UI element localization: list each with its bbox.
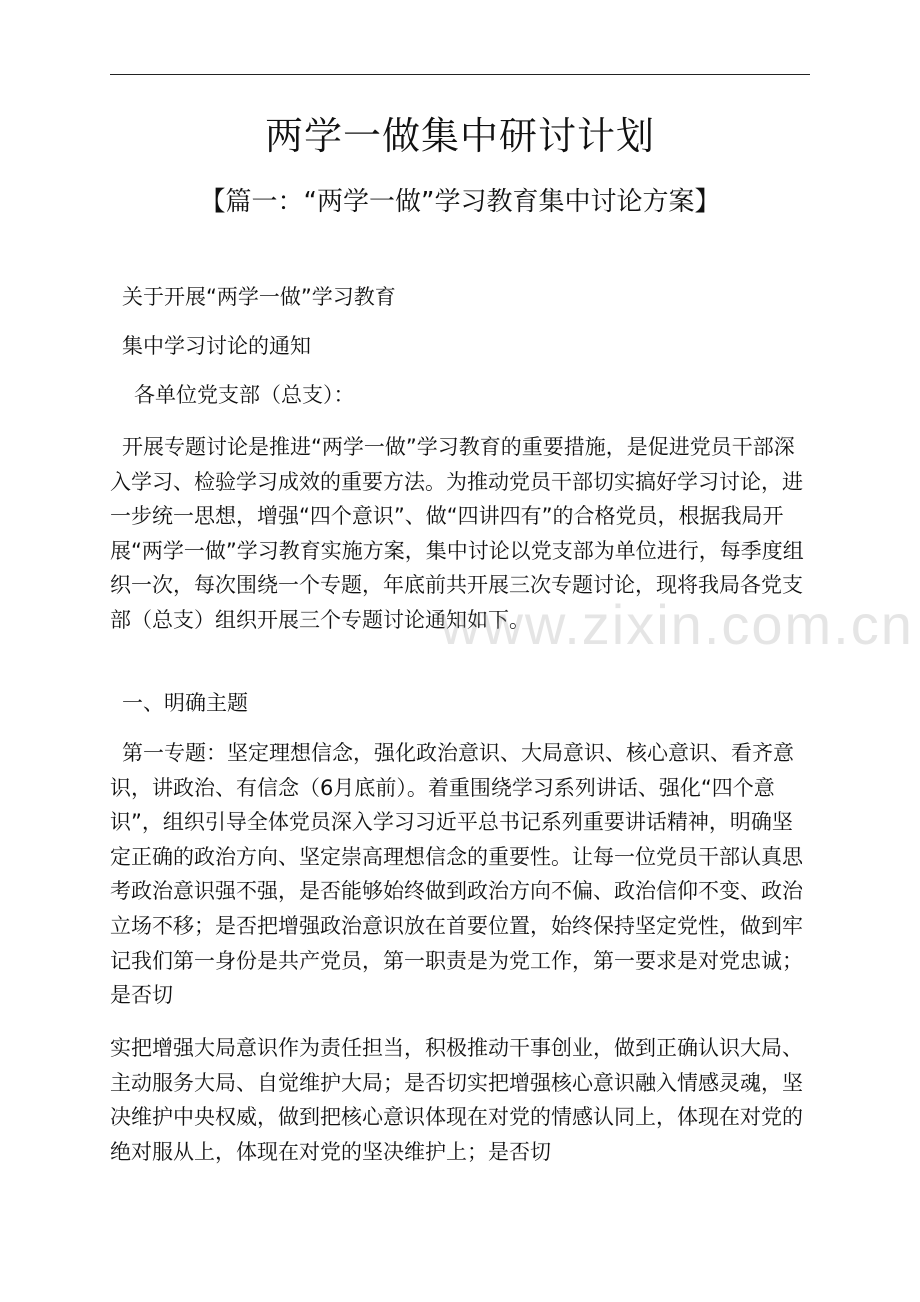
paragraph-continuation: 实把增强大局意识作为责任担当，积极推动干事创业，做到正确认识大局、主动服务大局、自觉维护大局；是否切实把增强核心意识融入情感灵魂，坚决维护中央权威，做到把核心意识体现在对党的情感认同上，体现在对党的绝对服从上，体现在对党的坚决维护上；是否切	[110, 1036, 803, 1164]
document-subtitle: 【篇一：“两学一做”学习教育集中讨论方案】	[199, 187, 721, 217]
watermark: www.zixin.com.cn	[440, 593, 914, 656]
section-heading: 一、明确主题	[122, 691, 248, 715]
header-rule	[110, 74, 810, 75]
notice-title-line1: 关于开展“两学一做”学习教育	[122, 285, 396, 309]
paragraph-intro: 开展专题讨论是推进“两学一做”学习教育的重要措施，是促进党员干部深入学习、检验学习成效的重要方法。为推动党员干部切实搞好学习讨论，进一步统一思想，增强“四个意识”、做“四讲四有”的合格党员，根据我局开展“两学一做”学习教育实施方案，集中讨论以党支部为单位进行，每季度组织一次，每次围绕一个专题，年底前共开展三次专题讨论，现将我局各党支部（总支）组织开展三个专题讨论通知如下。	[110, 435, 804, 632]
notice-title-line2: 集中学习讨论的通知	[122, 334, 311, 358]
salutation: 各单位党支部（总支）：	[134, 383, 355, 407]
paragraph-topic-one: 第一专题：坚定理想信念，强化政治意识、大局意识、核心意识、看齐意识，讲政治、有信念（6月底前）。着重围绕学习系列讲话、强化“四个意识”，组织引导全体党员深入学习习近平总书记系列重要讲话精神，明确坚定正确的政治方向、坚定崇高理想信念的重要性。让每一位党员干部认真思考政治意识强不强，是否能够始终做到政治方向不偏、政治信仰不变、政治立场不移；是否把增强政治意识放在首要位置，始终保持坚定党性，做到牢记我们第一身份是共产党员，第一职责是为党工作，第一要求是对党忠诚；是否切	[110, 741, 803, 1008]
document-title: 两学一做集中研讨计划	[264, 114, 655, 158]
